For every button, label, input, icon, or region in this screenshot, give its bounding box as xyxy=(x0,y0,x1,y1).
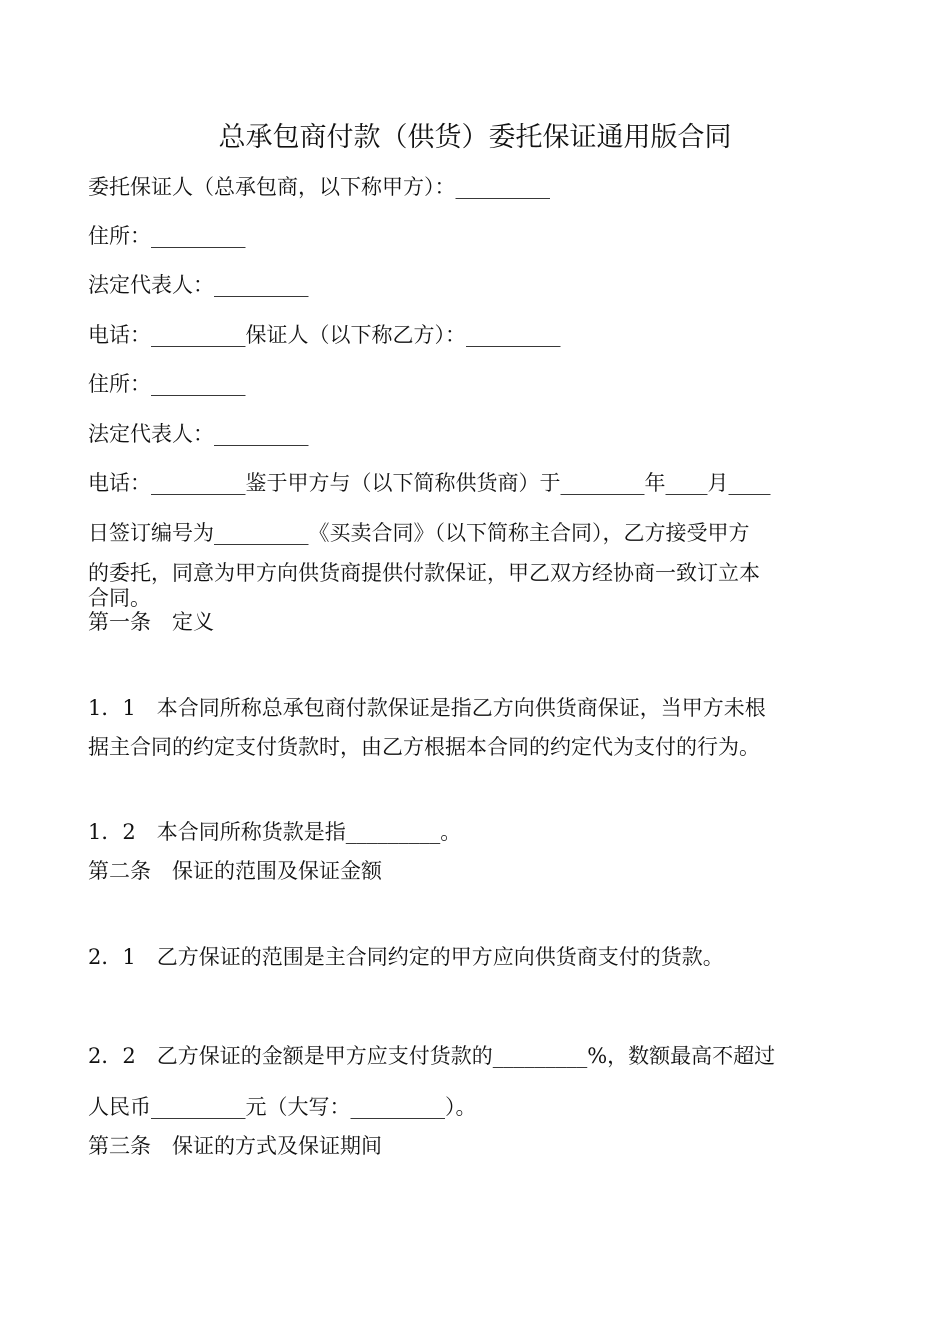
article-2-heading: 第二条 保证的范围及保证金额 xyxy=(88,859,382,883)
clause-1-1-line-2: 据主合同的约定支付货款时，由乙方根据本合同的约定代为支付的行为。 xyxy=(88,735,760,759)
article-1-heading: 第一条 定义 xyxy=(88,610,214,634)
principal-representative-line: 法定代表人：_________ xyxy=(88,273,309,297)
clause-1-2: 1．2 本合同所称货款是指_________。 xyxy=(88,820,462,844)
clause-2-2-line-2: 人民币_________元（大写：_________）。 xyxy=(88,1095,477,1119)
recital-line-3: 的委托，同意为甲方向供货商提供付款保证，甲乙双方经协商一致订立本 xyxy=(88,561,760,585)
guarantor-phone-recital-line: 电话：_________鉴于甲方与（以下简称供货商）于________年____月____ xyxy=(88,471,771,495)
recital-line-2: 日签订编号为_________《买卖合同》（以下简称主合同），乙方接受甲方 xyxy=(88,521,750,545)
clause-2-2-line-1: 2．2 乙方保证的金额是甲方应支付货款的_________%，数额最高不超过 xyxy=(88,1044,776,1068)
document-title: 总承包商付款（供货）委托保证通用版合同 xyxy=(218,122,732,153)
article-3-heading: 第三条 保证的方式及保证期间 xyxy=(88,1134,382,1158)
guarantor-address-line: 住所：_________ xyxy=(88,372,246,396)
principal-address-line: 住所：_________ xyxy=(88,224,246,248)
recital-line-4: 合同。 xyxy=(88,586,151,610)
clause-1-1-line-1: 1．1 本合同所称总承包商付款保证是指乙方向供货商保证，当甲方未根 xyxy=(88,696,766,720)
guarantor-representative-line: 法定代表人：_________ xyxy=(88,422,309,446)
principal-line: 委托保证人（总承包商，以下称甲方）：_________ xyxy=(88,175,550,199)
clause-2-1: 2．1 乙方保证的范围是主合同约定的甲方应向供货商支付的货款。 xyxy=(88,945,724,969)
principal-phone-guarantor-line: 电话：_________保证人（以下称乙方）：_________ xyxy=(88,323,561,347)
